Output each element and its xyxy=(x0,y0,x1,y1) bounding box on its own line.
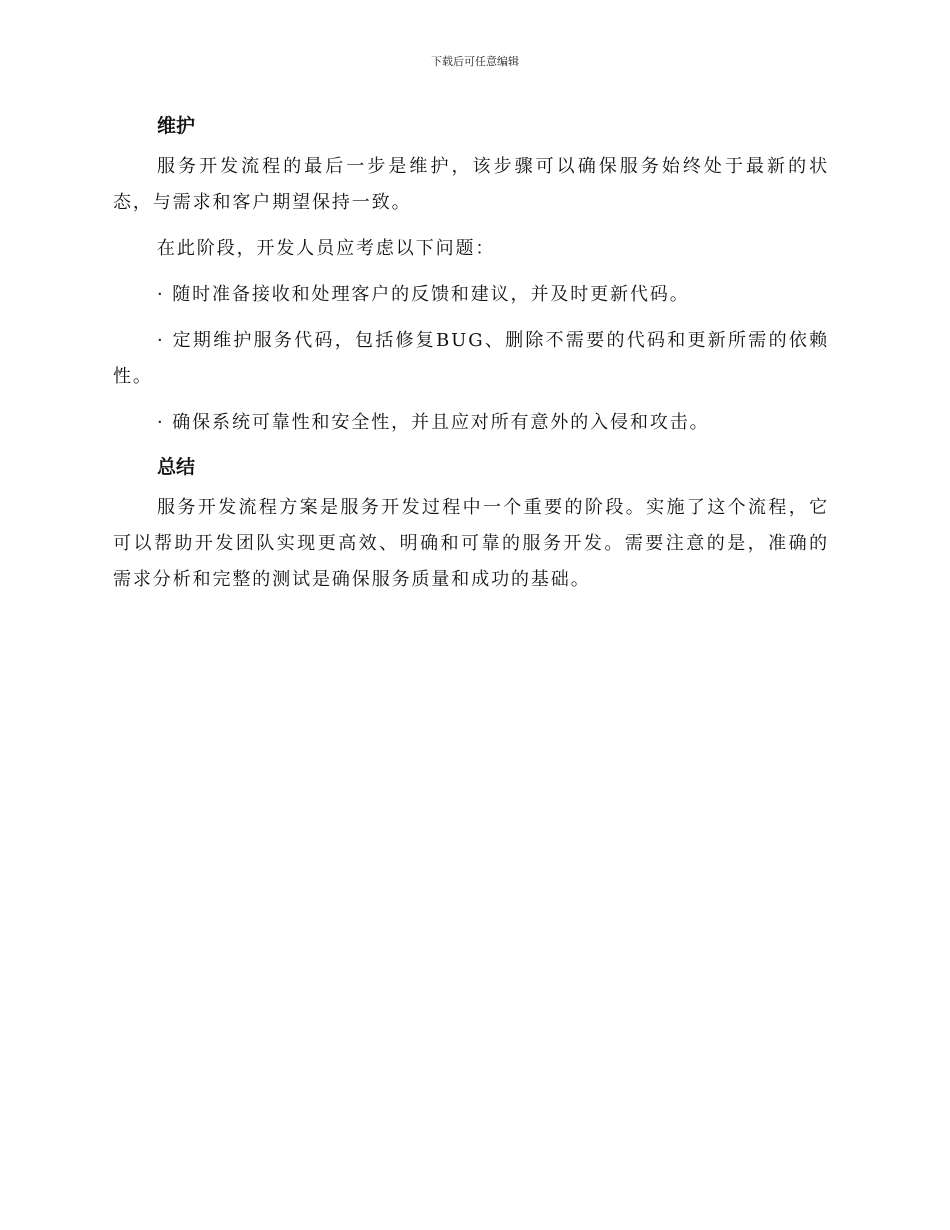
maintenance-intro-paragraph: 服务开发流程的最后一步是维护，该步骤可以确保服务始终处于最新的状态，与需求和客户期望保持一致。 xyxy=(113,156,829,213)
maintenance-lead-paragraph: 在此阶段，开发人员应考虑以下问题： xyxy=(157,238,496,259)
summary-paragraph: 服务开发流程方案是服务开发过程中一个重要的阶段。实施了这个流程，它可以帮助开发团队实现更高效、明确和可靠的服务开发。需要注意的是，准确的需求分析和完整的测试是确保服务质量和成功的基础。 xyxy=(113,497,829,590)
section-heading-maintenance: 维护 xyxy=(157,115,196,137)
bullet-item-security: · 确保系统可靠性和安全性，并且应对所有意外的入侵和攻击。 xyxy=(157,412,710,433)
section-heading-summary: 总结 xyxy=(157,456,196,478)
page-header-note: 下载后可任意编辑 xyxy=(431,55,519,68)
bullet-item-feedback: · 随时准备接收和处理客户的反馈和建议，并及时更新代码。 xyxy=(157,284,690,305)
document-body xyxy=(113,112,829,598)
bullet-item-code-maintenance: · 定期维护服务代码，包括修复BUG、删除不需要的代码和更新所需的依赖性。 xyxy=(113,330,829,387)
